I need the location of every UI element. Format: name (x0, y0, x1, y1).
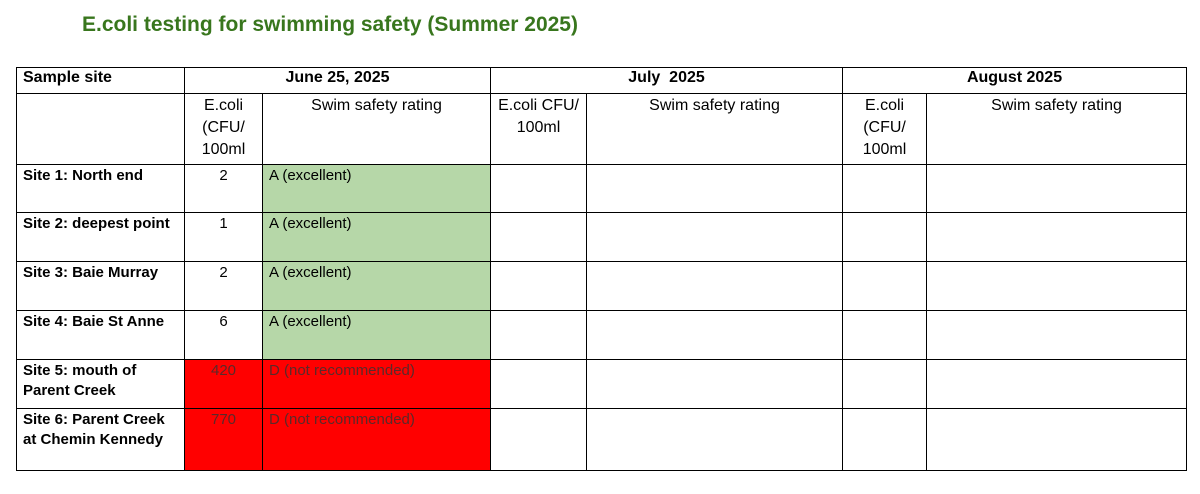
sample-site-header: Sample site (17, 68, 185, 94)
period-header-june: June 25, 2025 (185, 68, 491, 94)
period-header-august: August 2025 (843, 68, 1187, 94)
site-name-cell: Site 1: North end (17, 165, 185, 213)
july-rating-cell (587, 213, 843, 262)
june-rating-value: D (not recommended) (269, 362, 415, 379)
july-ecoli-cell (491, 360, 587, 409)
site-name-cell: Site 4: Baie St Anne (17, 311, 185, 360)
table-row (17, 409, 1187, 471)
blank-site-subheader (17, 94, 185, 165)
june-ecoli-value: 770 (210, 411, 237, 428)
june-ecoli-cell (185, 360, 263, 409)
july-ecoli-cell (491, 213, 587, 262)
table-row (17, 262, 1187, 311)
june-ecoli-cell: 1 (185, 213, 263, 262)
august-ecoli-cell (843, 360, 927, 409)
period-header-july: July 2025 (491, 68, 843, 94)
table-row (17, 165, 1187, 213)
table-row (17, 360, 1187, 409)
august-rating-cell (927, 360, 1187, 409)
ecoli-subheader-august: E.coli (CFU/ 100ml (843, 94, 927, 165)
june-rating-cell: A (excellent) (263, 165, 491, 213)
june-ecoli-value: 420 (210, 362, 237, 379)
june-rating-cell: A (excellent) (263, 262, 491, 311)
ecoli-subheader-june: E.coli (CFU/ 100ml (185, 94, 263, 165)
august-ecoli-cell (843, 311, 927, 360)
july-rating-cell (587, 262, 843, 311)
august-rating-cell (927, 262, 1187, 311)
ecoli-results-table (16, 67, 1187, 471)
july-ecoli-cell (491, 165, 587, 213)
site-name-cell: Site 3: Baie Murray (17, 262, 185, 311)
august-rating-cell (927, 409, 1187, 471)
table-subheader-row (17, 94, 1187, 165)
rating-subheader-july: Swim safety rating (587, 94, 843, 165)
june-rating-value: D (not recommended) (269, 411, 415, 428)
august-ecoli-cell (843, 262, 927, 311)
site-name-cell: Site 2: deepest point (17, 213, 185, 262)
july-ecoli-cell (491, 262, 587, 311)
july-ecoli-cell (491, 311, 587, 360)
june-rating-cell (263, 409, 491, 471)
june-ecoli-cell: 6 (185, 311, 263, 360)
june-rating-cell: A (excellent) (263, 213, 491, 262)
august-rating-cell (927, 311, 1187, 360)
june-ecoli-cell (185, 409, 263, 471)
july-rating-cell (587, 360, 843, 409)
august-rating-cell (927, 165, 1187, 213)
june-ecoli-cell: 2 (185, 165, 263, 213)
rating-subheader-august: Swim safety rating (927, 94, 1187, 165)
august-ecoli-cell (843, 213, 927, 262)
rating-subheader-june: Swim safety rating (263, 94, 491, 165)
table-row (17, 213, 1187, 262)
july-rating-cell (587, 409, 843, 471)
august-ecoli-cell (843, 165, 927, 213)
june-ecoli-cell: 2 (185, 262, 263, 311)
table-row (17, 311, 1187, 360)
july-ecoli-cell (491, 409, 587, 471)
august-rating-cell (927, 213, 1187, 262)
june-rating-cell (263, 360, 491, 409)
ecoli-subheader-july: E.coli CFU/ 100ml (491, 94, 587, 165)
site-name-cell: Site 6: Parent Creek at Chemin Kennedy (17, 409, 185, 471)
august-ecoli-cell (843, 409, 927, 471)
july-rating-cell (587, 165, 843, 213)
site-name-cell: Site 5: mouth of Parent Creek (17, 360, 185, 409)
document-title: E.coli testing for swimming safety (Summer 2025) (82, 13, 578, 36)
june-rating-cell: A (excellent) (263, 311, 491, 360)
july-rating-cell (587, 311, 843, 360)
table-header-row (17, 68, 1187, 94)
